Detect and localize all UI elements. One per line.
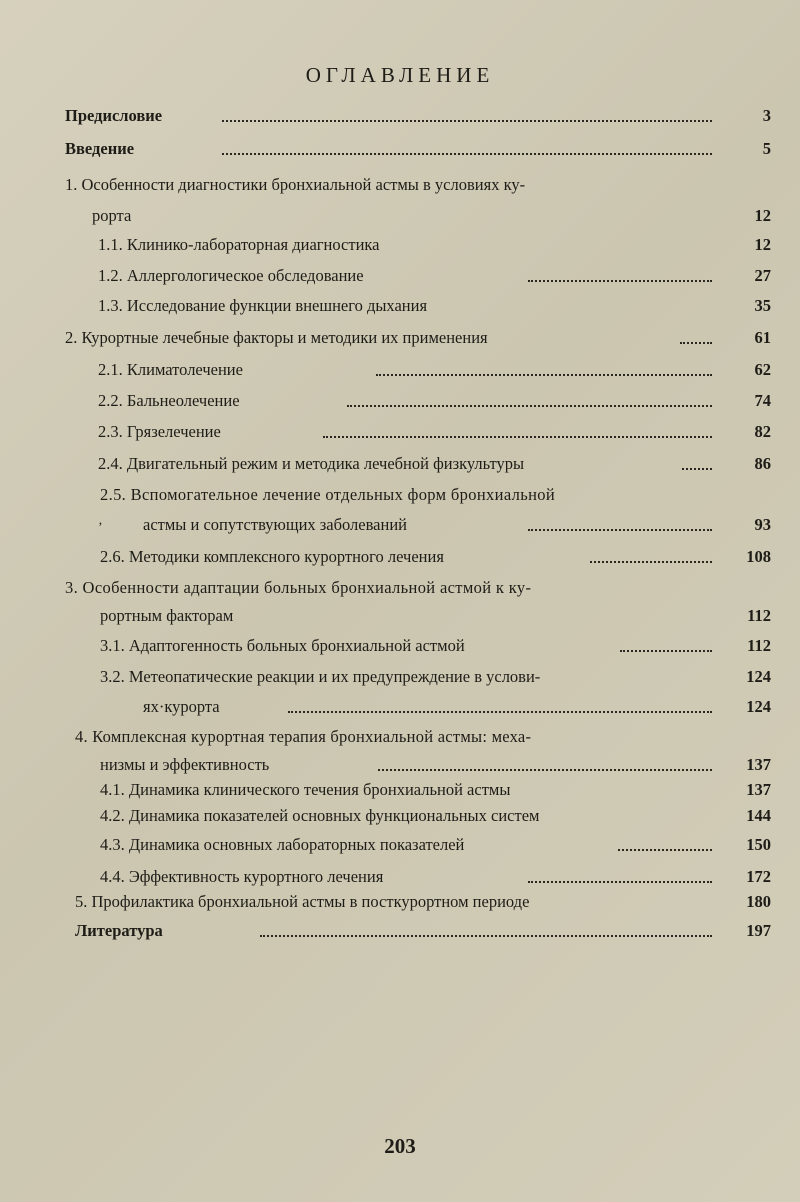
toc-entry — [0, 232, 800, 258]
toc-entry-page: 74 — [754, 391, 771, 410]
toc-entry-page: 82 — [754, 422, 771, 441]
toc-entry-label: низмы и эффективность — [100, 755, 270, 774]
toc-entry-label: 2.3. Грязелечение — [98, 422, 221, 441]
toc-entry — [0, 664, 800, 690]
toc-entry-label: 2. Курортные лечебные факторы и методики их применения — [65, 328, 488, 347]
toc-entry-page: 62 — [754, 360, 771, 379]
toc-entry-page: 144 — [746, 806, 771, 825]
toc-entry — [0, 388, 800, 414]
toc-entry — [0, 832, 800, 858]
toc-entry — [0, 777, 800, 803]
toc-leader-dots — [620, 650, 712, 652]
toc-entry-label: 2.4. Двигательный режим и методика лечебной физкультуры — [98, 454, 525, 473]
toc-entry — [0, 752, 800, 778]
toc-entry-label: 1.2. Аллергологическое обследование — [98, 266, 364, 285]
toc-leader-dots — [682, 468, 712, 470]
toc-entry-label: 3.1. Адаптогенность больных бронхиальной астмой — [100, 636, 465, 655]
toc-entry-label: 3. Особенности адаптации больных бронхиальной астмой к ку- — [65, 578, 532, 597]
toc-entry-page: 3 — [762, 106, 771, 125]
toc-entry-page: 86 — [754, 454, 771, 473]
toc-entry — [0, 803, 800, 829]
toc-leader-dots — [528, 881, 712, 883]
toc-entry — [0, 724, 800, 750]
toc-entry — [0, 918, 800, 944]
toc-entry-label: 4.3. Динамика основных лабораторных показателей — [100, 835, 465, 854]
toc-entry-page: 112 — [747, 606, 771, 625]
toc-entry — [0, 694, 800, 720]
toc-leader-dots — [376, 374, 712, 376]
toc-entry-label: 3.2. Метеопатические реакции и их предупреждение в услови- — [100, 667, 541, 686]
toc-entry-page: 180 — [746, 892, 771, 911]
toc-entry-label: Предисловие — [65, 106, 163, 125]
toc-entry — [0, 172, 800, 198]
toc-entry-label: 2.5. Вспомогательное лечение отдельных форм бронхиальной — [100, 485, 556, 504]
toc-entry-page: 137 — [746, 780, 771, 799]
toc-entry-label: 4. Комплексная курортная терапия бронхиальной астмы: меха- — [75, 727, 532, 746]
toc-entry-page: 137 — [746, 755, 771, 774]
toc-leader-dots — [222, 153, 712, 155]
toc-entry-label: Литература — [75, 921, 163, 940]
toc-leader-dots — [323, 436, 712, 438]
toc-leader-dots — [378, 769, 712, 771]
toc-entry-label: рорта — [92, 206, 132, 225]
toc-leader-dots — [590, 561, 712, 563]
toc-leader-dots — [347, 405, 712, 407]
margin-mark: ‚ — [98, 513, 103, 528]
toc-entry-label: астмы и сопутствующих заболеваний — [143, 515, 407, 534]
toc-leader-dots — [618, 849, 712, 851]
toc-entry — [0, 325, 800, 351]
toc-entry-label: 4.1. Динамика клинического течения бронхиальной астмы — [100, 780, 511, 799]
toc-entry-page: 93 — [754, 515, 771, 534]
toc-leader-dots — [680, 342, 712, 344]
toc-entry-page: 5 — [762, 139, 771, 158]
toc-entry — [0, 889, 800, 915]
toc-entry-page: 197 — [746, 921, 771, 940]
toc-entry — [0, 451, 800, 477]
toc-entry — [0, 575, 800, 601]
toc-entry-label: 1.3. Исследование функции внешнего дыхания — [98, 296, 428, 315]
toc-entry-label: Введение — [65, 139, 135, 158]
toc-entry-label: 5. Профилактика бронхиальной астмы в посткурортном периоде — [75, 892, 530, 911]
toc-entry-page: 27 — [754, 266, 771, 285]
page-title: ОГЛАВЛЕНИЕ — [305, 63, 495, 87]
toc-entry-label: 2.2. Бальнеолечение — [98, 391, 240, 410]
toc-entry-page: 172 — [746, 867, 771, 886]
toc-entry-label: 4.4. Эффективность курортного лечения — [100, 867, 384, 886]
toc-entry — [0, 482, 800, 508]
toc-entry — [0, 544, 800, 570]
toc-entry — [0, 419, 800, 445]
toc-entry-page: 108 — [746, 547, 771, 566]
toc-entry-label: 2.6. Методики комплексного курортного лечения — [100, 547, 444, 566]
toc-entry-page: 12 — [754, 206, 771, 225]
toc-entry-label: 4.2. Динамика показателей основных функциональных систем — [100, 806, 540, 825]
toc-entry-page: 112 — [747, 636, 771, 655]
toc-entry — [0, 263, 800, 289]
toc-entry-label: 1.1. Клинико-лабораторная диагностика — [98, 235, 380, 254]
toc-entry-page: 12 — [754, 235, 771, 254]
toc-leader-dots — [222, 120, 712, 122]
toc-leader-dots — [528, 529, 712, 531]
toc-entry — [0, 203, 800, 229]
toc-entry — [0, 864, 800, 890]
toc-entry-page: 61 — [754, 328, 771, 347]
toc-entry — [0, 512, 800, 538]
toc-entry — [0, 103, 800, 129]
toc-entry — [0, 603, 800, 629]
toc-entry — [0, 293, 800, 319]
toc-entry-page: 124 — [746, 667, 771, 686]
toc-entry-page: 124 — [746, 697, 771, 716]
toc-entry — [0, 136, 800, 162]
toc-entry-page: 35 — [754, 296, 771, 315]
page-number: 203 — [384, 1134, 416, 1158]
toc-entry — [0, 633, 800, 659]
toc-leader-dots — [528, 280, 712, 282]
toc-entry-label: рортным факторам — [100, 606, 234, 625]
toc-entry-label: ях·курорта — [143, 697, 220, 716]
toc-entry-page: 150 — [746, 835, 771, 854]
toc-leader-dots — [288, 711, 712, 713]
toc-entry-label: 1. Особенности диагностики бронхиальной астмы в условиях ку- — [65, 175, 526, 194]
toc-entry-label: 2.1. Климатолечение — [98, 360, 243, 379]
toc-leader-dots — [260, 935, 712, 937]
toc-entry — [0, 357, 800, 383]
